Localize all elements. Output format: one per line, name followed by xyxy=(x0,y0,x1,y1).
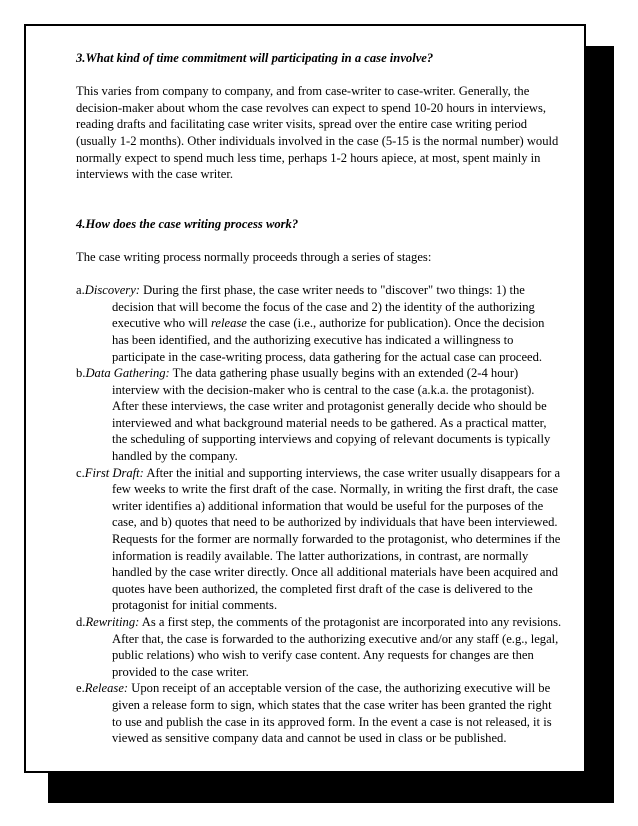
stage-letter: e. xyxy=(76,681,85,696)
stage-text: Upon receipt of an acceptable version of the case, the authorizing executive will be given a release form to sign, which states that the case writer has been granted the right to use and publish the case in its approved form. In the event a case is not released, it is viewed as sensitive company data and cannot be used in class or be published. xyxy=(112,681,552,746)
stage-text: The data gathering phase usually begins with an extended (2-4 hour) interview with the decision-maker who is central to the case (a.k.a. the protagonist). After these interviews, the case writer and protagonist generally decide who should be interviewed and what background material needs to be gathered. As a practical matter, the scheduling of supporting interviews and copying of relevant documents is typically handled by the company. xyxy=(112,366,551,464)
stage-item-release xyxy=(76,680,562,746)
stage-term: Release: xyxy=(84,681,129,696)
stage-term: Data Gathering: xyxy=(85,366,170,381)
stage-item-first-draft xyxy=(76,465,562,614)
stage-text: After the initial and supporting interviews, the case writer usually disappears for a few weeks to write the first draft of the case. Normally, in writing the first draft, the case writer identifies a) additional information that would be useful for the purposes of the case, and b) quotes that need to be authorized by individuals that have been interviewed. Requests for the former are normally forwarded to the protagonist, who determines if the information is readily available. The latter authorizations, in contrast, are normally handled by the case writer directly. Once all additional materials have been acquired and quotes have been authorized, the completed first draft of the case is delivered to the protagonist for initial comments. xyxy=(112,465,561,613)
stage-term: Rewriting: xyxy=(85,615,140,629)
section-3-heading: 3.What kind of time commitment will participating in a case involve? xyxy=(76,51,434,65)
stage-letter: b. xyxy=(76,366,86,381)
stage-letter: d. xyxy=(76,615,86,629)
stage-item-discovery xyxy=(76,282,562,365)
stage-item-rewriting xyxy=(76,614,562,680)
stage-letter: a. xyxy=(76,283,85,298)
stage-text: the case (i.e., authorize for publication). Once the decision has been identified, and the authorizing executive has indicated a willingness to participate in the case-writing process, data gathering for the actual case can proceed. xyxy=(112,316,545,364)
stage-emphasis: release xyxy=(210,316,247,331)
section-4-intro: The case writing process normally proceeds through a series of stages: xyxy=(76,249,432,264)
section-4-heading: 4.How does the case writing process work? xyxy=(76,216,299,231)
stage-term: Discovery: xyxy=(84,283,140,298)
stage-text: During the first phase, the case writer needs to "discover" two things: 1) the decision that will become the focus of the case and 2) the identity of the authorizing executive who will xyxy=(112,283,535,331)
section-3-paragraph: This varies from company to company, and from case-writer to case-writer. Generally, the decision-maker about whom the case revolves can expect to spend 10-20 hours in interviews, reading drafts and facilitating case writer visits, spread over the entire case writing period (usually 1-2 months). Other individuals involved in the case (5-15 is the normal number) would normally expect to spend much less time, perhaps 1-2 hours apiece, at most, spent mainly in interviews with the case writer. xyxy=(76,84,559,182)
stage-letter: c. xyxy=(76,465,85,480)
stage-term: First Draft: xyxy=(84,465,144,480)
document-body xyxy=(76,50,562,747)
document-page xyxy=(24,24,586,773)
stage-text: As a first step, the comments of the protagonist are incorporated into any revisions. After that, the case is forwarded to the authorizing executive and/or any staff (e.g., legal, public relations) who wish to verify case content. Any requests for changes are then provided to the case writer. xyxy=(112,615,562,679)
stage-item-data-gathering xyxy=(76,365,562,465)
